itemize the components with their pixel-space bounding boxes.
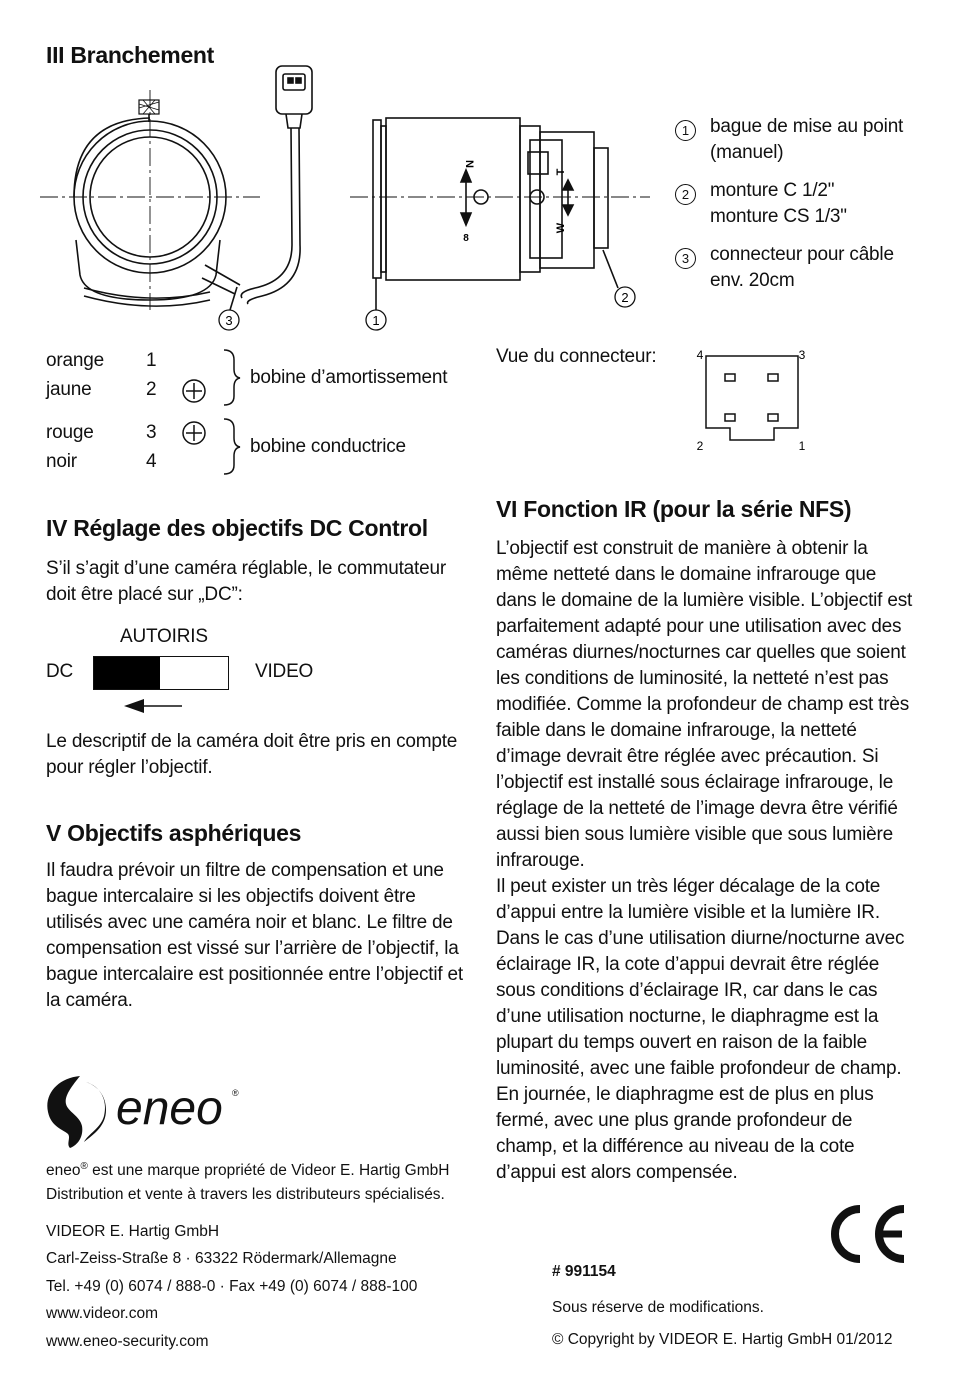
copyright-line: © Copyright by VIDEOR E. Hartig GmbH 01/2012 — [552, 1331, 893, 1348]
pin-label-2: 2 — [696, 439, 704, 453]
ir-paragraph-1: L’objectif est construit de manière à obtenir la même netteté dans le domaine infrarouge que dans le domaine de la lumière visible. L’objectif est parfaitement adapté pour une utilisation avec des caméras diurnes/nocturnes car quelles que soient les conditions de luminosité, la netteté n’est pas modifiée. Comme la profondeur de champ est très faible dans le domaine infrarouge, la netteté d’image devrait être réglée avec précaution. Si l’objectif est installé sous éclairage infrarouge, le réglage de la netteté de l’image devra être vérifié aussi bien sous lumière visible que sous lumière infrarouge. — [496, 538, 913, 871]
link-eneo-security[interactable]: www.eneo-security.com — [46, 1333, 209, 1350]
wire-pin-3: 3 — [146, 422, 157, 443]
ce-mark-icon — [824, 1203, 910, 1265]
ir-paragraph-2: Il peut exister un très léger décalage de la cote d’appui entre la lumière visible et la lumière IR. Dans le cas d’une utilisation diurne/nocturne avec éclairage IR, la cote d’appui devrait être réglée sous conditions d’éclairage IR, car dans le cas d’une utilisation nocturne, le diaphragme est la plupart du temps ouvert en raison de la faible luminosité, avec une faible profondeur de champ. En journée, le diaphragme est de plus en plus fermé, avec une plus grande profondeur de champ, et la différence au niveau de la cote d’appui est alors compensée. — [496, 876, 905, 1183]
company-phone: Tel. +49 (0) 6074 / 888-0 · Fax +49 (0) 6074 / 888-100 — [46, 1278, 418, 1295]
wire-pin-4: 4 — [146, 451, 157, 472]
article-number: # 991154 — [552, 1263, 616, 1280]
distribution-line: Distribution et vente à travers les distributeurs spécialisés. — [46, 1186, 445, 1203]
lens-diagram — [40, 60, 660, 340]
legend-num: 2 — [675, 184, 696, 205]
brace-icon — [224, 419, 240, 474]
trademark-registered: ® — [80, 1161, 88, 1172]
lens-side-ring — [373, 120, 381, 278]
coil-damping-label: bobine d’amortissement — [250, 367, 448, 388]
wire-pin-1: 1 — [146, 350, 157, 371]
logo-registered: ® — [232, 1088, 239, 1098]
dc-video-switch — [93, 656, 229, 690]
cable-wire — [241, 128, 292, 298]
mark-8: 8 — [463, 233, 469, 244]
pin-label-1: 1 — [798, 439, 806, 453]
callout-2: 2 — [621, 290, 629, 305]
switch-label-autoiris: AUTOIRIS — [120, 626, 208, 647]
trademark-brand: eneo — [46, 1162, 81, 1180]
section-title-aspheric: V Objectifs asphériques — [46, 820, 302, 846]
switch-label-dc: DC — [46, 661, 74, 682]
section-title-branchement: III Branchement — [46, 42, 215, 68]
connector-view-label: Vue du connecteur: — [496, 346, 657, 367]
logo-mark-icon — [47, 1076, 82, 1148]
callout-3: 3 — [225, 313, 233, 328]
trademark-line — [46, 1157, 486, 1181]
link-videor[interactable]: www.videor.com — [46, 1305, 158, 1322]
legend-text: bague de mise au point (manuel) — [710, 116, 904, 163]
connector-pinout — [690, 342, 820, 457]
wire-pin-2: 2 — [146, 379, 157, 400]
coil-drive-label: bobine conductrice — [250, 436, 406, 457]
section-title-ir: VI Fonction IR (pour la série NFS) — [496, 496, 852, 522]
arrow-left-icon — [120, 696, 190, 716]
mark-t: T — [555, 168, 567, 176]
lens-mount — [594, 148, 608, 248]
wire-color-noir: noir — [46, 451, 77, 472]
brace-icon — [224, 350, 240, 405]
company-address: Carl-Zeiss-Straße 8 · 63322 Rödermark/Allemagne — [46, 1250, 397, 1267]
reserve-note: Sous réserve de modifications. — [552, 1299, 764, 1316]
legend-num: 3 — [675, 248, 696, 269]
wire-color-jaune: jaune — [46, 379, 92, 400]
company-name: VIDEOR E. Hartig GmbH — [46, 1223, 220, 1240]
pin-label-3: 3 — [798, 348, 806, 362]
legend-text: connecteur pour câble env. 20cm — [710, 244, 894, 291]
aspheric-body: Il faudra prévoir un filtre de compensation et une bague intercalaire si les objectifs doivent être utilisés avec une caméra noir et blanc. Le filtre de compensation est vissé sur l’arrière de l’objectif, la bague intercalaire est positionnée entre l’objectif et la caméra. — [46, 860, 463, 1011]
mark-w: W — [555, 222, 567, 234]
eneo-logo — [44, 1072, 244, 1152]
lens-side-body — [386, 118, 520, 280]
pin-label-4: 4 — [696, 348, 704, 362]
wire-color-rouge: rouge — [46, 422, 94, 443]
mark-n: N — [463, 160, 475, 168]
legend-num: 1 — [675, 120, 696, 141]
callout-1: 1 — [372, 313, 380, 328]
dc-control-intro: S’il s’agit d’une caméra réglable, le commutateur doit être placé sur „DC”: — [46, 558, 446, 605]
legend-text: monture C 1/2" monture CS 1/3" — [710, 180, 847, 227]
logo-wordmark: eneo — [116, 1082, 223, 1135]
switch-label-video: VIDEO — [255, 661, 314, 682]
section-title-dc-control: IV Réglage des objectifs DC Control — [46, 515, 428, 541]
ir-body — [496, 536, 914, 1186]
polarity-braces — [178, 345, 248, 480]
trademark-text: est une marque propriété de Videor E. Hartig GmbH — [87, 1162, 450, 1180]
wire-color-orange: orange — [46, 350, 104, 371]
dc-control-outro: Le descriptif de la caméra doit être pris en compte pour régler l’objectif. — [46, 731, 458, 778]
switch-slider — [94, 657, 160, 689]
